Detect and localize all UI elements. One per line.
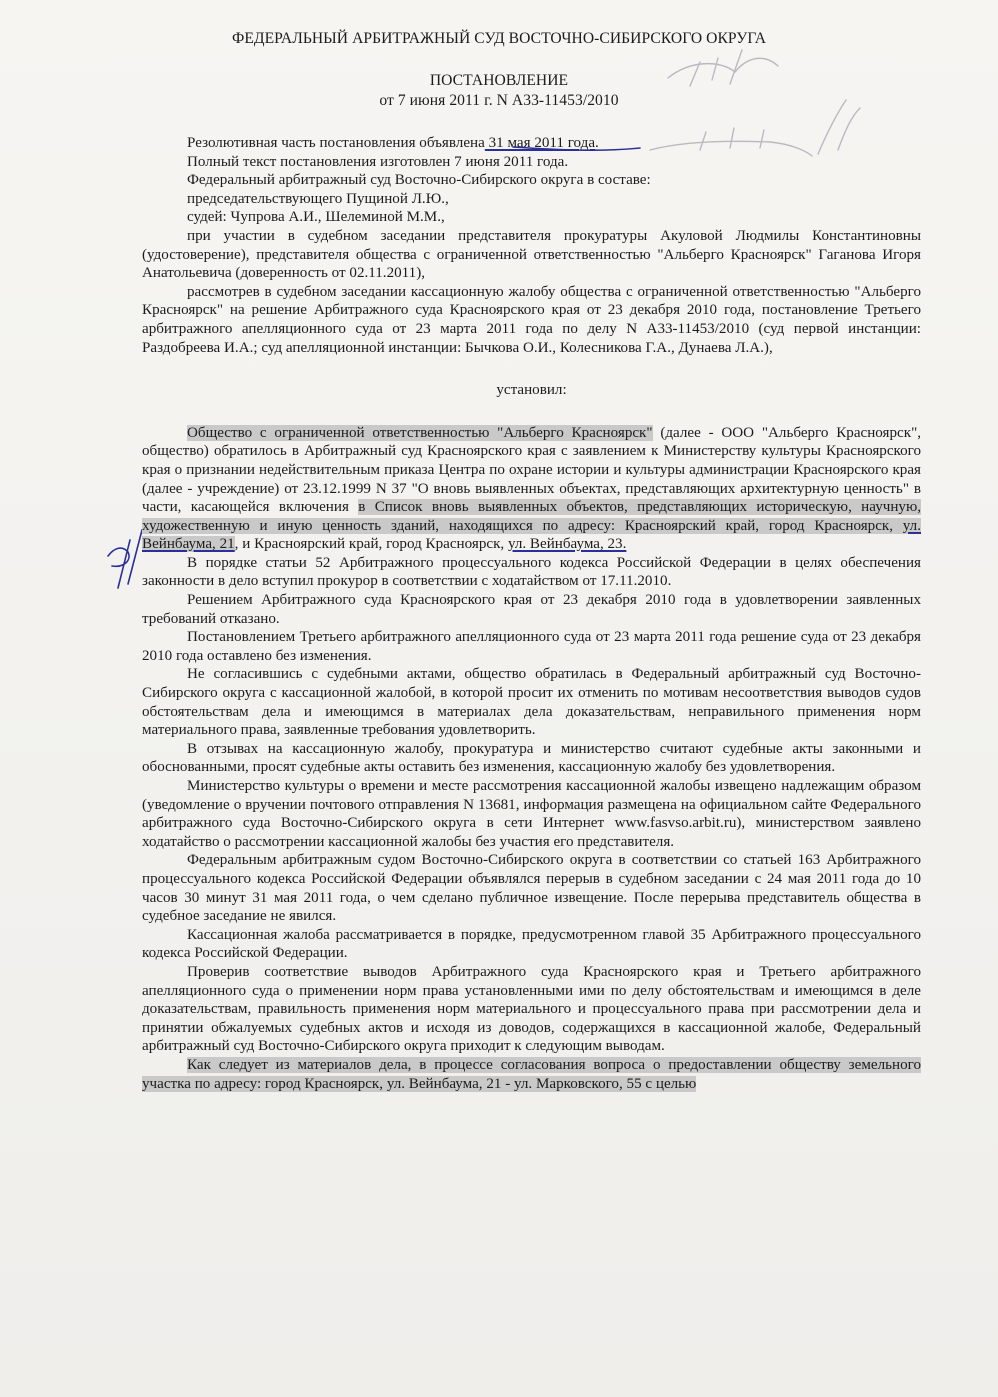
procedure-paragraph: Кассационная жалоба рассматривается в порядке, предусмотренном главой 35 Арбитражного процессуального кодекса Российской Федерации. xyxy=(142,926,921,962)
underlined-address-23: ул. Вейнбаума, 23. xyxy=(507,536,627,553)
claim-paragraph: Общество с ограниченной ответственностью "Альберго Красноярск" (далее - ООО "Альберго Красноярск", общество) обратилось в Арбитражный суд Красноярского края с заявлением к Министерству культуры Красноярского края о признании недействительным приказа Центра по охране истории и культуры администрации Красноярского края (далее - учреждение) от 23.12.1999 N 37 "О вновь выявленных объектах, представляющих архитектурную ценность" в части, касающейся включения в Список вновь выявленных объектов, представляющих историческую, научную, художественную и иную ценность зданий, находящихся по адресу: Красноярский край, город Красноярск, ул. Вейнбаума, 21, и Красноярский край, город Красноярск, ул. Вейнбаума, 23. xyxy=(142,424,922,553)
ministry-notice-paragraph: Министерство культуры о времени и месте рассмотрения кассационной жалобы извещено надлежащим образом (уведомление о вручении почтового отправления N 13681, информация размещена на официальном сайте Федерального арбитражного суда Восточно-Сибирского округа в сети Интернет www.fasvso.arbit.ru), министерством заявлено ходатайство о рассмотрении кассационной жалобы без участия его представителя. xyxy=(142,778,921,850)
judges-line: судей: Чупрова А.И., Шелеминой М.М., xyxy=(187,209,445,226)
underlined-address-21: ул. Вейнбаума, 21 xyxy=(142,517,921,553)
resolutive-date: 31 мая 2011 года xyxy=(484,135,596,151)
margin-handwritten-note xyxy=(108,530,142,588)
court-name: ФЕДЕРАЛЬНЫЙ АРБИТРАЖНЫЙ СУД ВОСТОЧНО-СИБИРСКОГО ОКРУГА xyxy=(231,30,767,47)
first-instance-paragraph: Решением Арбитражного суда Красноярского края от 23 декабря 2010 года в удовлетворении заявленных требований отказано. xyxy=(142,592,921,627)
court-composition-line: Федеральный арбитражный суд Восточно-Сибирского округа в составе: xyxy=(187,172,651,189)
full-text-date-line: Полный текст постановления изготовлен 7 июня 2011 года. xyxy=(187,153,569,170)
document-date-number: от 7 июня 2011 г. N А33-11453/2010 xyxy=(379,92,619,109)
highlighted-company-name: Общество с ограниченной ответственностью "Альберго Красноярск" xyxy=(187,424,653,441)
considering-paragraph: рассмотрев в судебном заседании кассационную жалобу общества с ограниченной ответственностью "Альберго Красноярск" на решение Арбитражного суда Красноярского края от 23 декабря 2010 года, постановление Третьего арбитражного апелляционного суда от 23 марта 2011 года по делу N А33-11453/2010 (суд первой инстанции: Раздобреева И.А.; суд апелляционной инстанции: Бычкова О.И., Колесникова Г.А., Дунаева Л.А.), xyxy=(142,283,921,356)
responses-paragraph: В отзывах на кассационную жалобу, прокуратура и министерство считают судебные акты законными и обоснованными, просят судебные акты оставить без изменения, кассационную жалобу без удовлетворения. xyxy=(142,740,921,776)
appeal-paragraph: Постановлением Третьего арбитражного апелляционного суда от 23 марта 2011 года решение суда от 23 декабря 2010 года оставлено без изменения. xyxy=(142,629,921,664)
participation-paragraph: при участии в судебном заседании представителя прокуратуры Акуловой Людмилы Константиновны (удостоверение), представителя общества с ограниченной ответственностью "Альберго Красноярск" Гаганова Игоря Анатольевича (доверенность от 02.11.2011), xyxy=(142,227,921,282)
document-body xyxy=(142,134,921,1093)
highlighted-object-list: в Список вновь выявленных объектов, представляющих историческую, научную, художественную и иную ценность зданий, находящихся по адресу: Красноярский край, город Красноярск, xyxy=(142,499,922,534)
established-heading: установил: xyxy=(496,382,567,399)
verification-paragraph: Проверив соответствие выводов Арбитражного суда Красноярского края и Третьего арбитражного апелляционного суда о применении норм права установленными ими по делу обстоятельствам и имеющимся в деле доказательствам, правильность применения норм материального и процессуального права при рассмотрении дела и принятии обжалуемых судебных актов и исходя из доводов, содержащихся в кассационной жалобе, Федеральный арбитражный суд Восточно-Сибирского округа приходит к следующим выводам. xyxy=(142,963,921,1055)
cassation-request-paragraph: Не согласившись с судебными актами, общество обратилась в Федеральный арбитражный суд Восточно-Сибирского округа с кассационной жалобой, в которой просит их отменить по мотивам несоответствия выводов судов обстоятельствам дела и имеющимся в материалах дела доказательствам, неправильного применения норм материального права, заявленные требования удовлетворить. xyxy=(142,666,921,739)
resolutive-part-line: Резолютивная часть постановления объявлена 31 мая 2011 года. xyxy=(187,135,599,151)
materials-paragraph xyxy=(142,1056,921,1093)
presiding-judge-line: председательствующего Пущиной Л.Ю., xyxy=(187,190,449,207)
recess-paragraph: Федеральным арбитражным судом Восточно-Сибирского округа в соответствии со статьей 163 Арбитражного процессуального кодекса Российской Федерации объявлялся перерыв в судебном заседании с 24 мая 2011 года до 10 часов 30 минут 31 мая 2011 года, о чем сделано публичное извещение. После перерыва представитель общества в судебное заседание не явился. xyxy=(142,852,921,925)
prosecutor-paragraph: В порядке статьи 52 Арбитражного процессуального кодекса Российской Федерации в целях обеспечения законности в дело вступил прокурор в соответствии с ходатайством от 17.11.2010. xyxy=(142,554,921,590)
highlighted-materials-text: Как следует из материалов дела, в процессе согласования вопроса о предоставлении обществу земельного участка по адресу: город Красноярск, ул. Вейнбаума, 21 - ул. Марковского, 55 с целью xyxy=(142,1056,921,1092)
document-type: ПОСТАНОВЛЕНИЕ xyxy=(429,72,569,89)
